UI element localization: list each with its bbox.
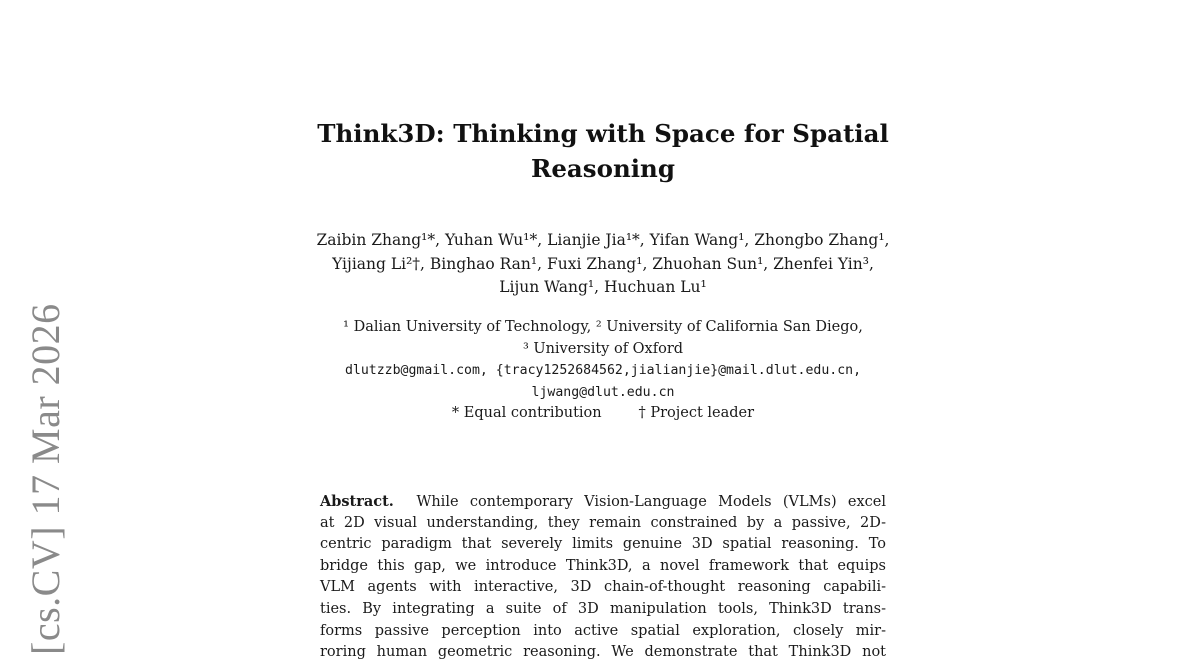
- contribution-note: * Equal contribution † Project leader: [451, 405, 755, 421]
- title-line: Think3D: Thinking with Space for Spatial: [317, 119, 889, 148]
- author-line: Lijun Wang¹, Huchuan Lu¹: [499, 278, 707, 296]
- abstract-line: ties. By integrating a suite of 3D manipulation tools, Think3D trans-: [320, 600, 886, 617]
- author-line: Zaibin Zhang¹*, Yuhan Wu¹*, Lianjie Jia¹*, Yifan Wang¹, Zhongbo Zhang¹,: [316, 231, 890, 249]
- author-list: [240, 229, 966, 300]
- arxiv-side-stamp: [cs.CV] 17 Mar 2026: [23, 303, 68, 655]
- paper-title: [300, 116, 906, 186]
- abstract-line: roring human geometric reasoning. We demonstrate that Think3D not: [320, 644, 886, 661]
- email-line: dlutzzb@gmail.com, {tracy1252684562,jialianjie}@mail.dlut.edu.cn,: [344, 363, 862, 378]
- abstract-line: bridge this gap, we introduce Think3D, a novel framework that equips: [320, 557, 886, 574]
- abstract-line: forms passive perception into active spatial exploration, closely mir-: [320, 622, 886, 639]
- title-line: Reasoning: [530, 154, 676, 183]
- abstract-line: VLM agents with interactive, 3D chain-of-thought reasoning capabili-: [320, 579, 886, 596]
- abstract-text: While contemporary Vision-Language Models (VLMs) excel: [416, 494, 886, 510]
- affiliations: [240, 317, 966, 425]
- abstract-line: centric paradigm that severely limits genuine 3D spatial reasoning. To: [320, 536, 886, 553]
- abstract-label: Abstract.: [320, 493, 394, 510]
- author-line: Yijiang Li²†, Binghao Ran¹, Fuxi Zhang¹, Zhuohan Sun¹, Zhenfei Yin³,: [332, 254, 874, 273]
- abstract-line: at 2D visual understanding, they remain constrained by a passive, 2D-: [320, 514, 886, 531]
- affiliation-line: ³ University of Oxford: [522, 340, 684, 357]
- abstract-first-line: [320, 491, 886, 513]
- affiliation-line: ¹ Dalian University of Technology, ² University of California San Diego,: [343, 319, 863, 335]
- email-line: ljwang@dlut.edu.cn: [531, 384, 675, 400]
- abstract: [320, 491, 886, 664]
